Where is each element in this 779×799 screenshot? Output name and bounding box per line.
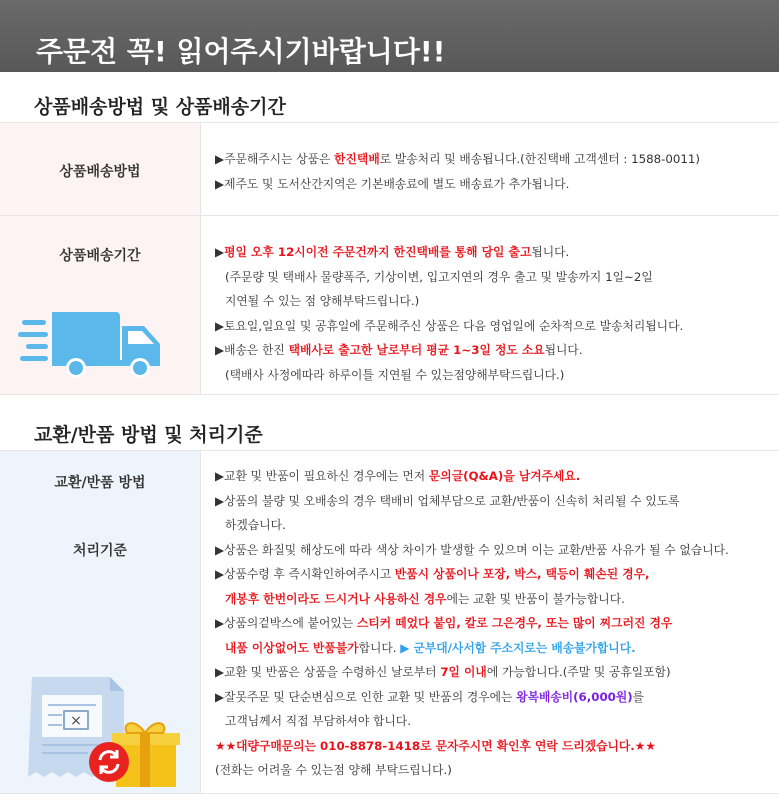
text-segment: ▶배송은 한진: [215, 343, 289, 357]
return-row: [0, 451, 779, 793]
refresh-icon: [88, 741, 130, 783]
text-line: [215, 758, 769, 783]
text-line: [215, 513, 769, 538]
text-segment: 고객님께서 직접 부담하셔야 합니다.: [225, 714, 411, 728]
return-criteria-label: 처리기준: [72, 543, 128, 559]
text-line: [215, 611, 769, 636]
text-line: [215, 587, 769, 612]
highlight-text: ▶ 군부대/사서함 주소지로는 배송불가합니다.: [400, 640, 636, 655]
highlight-text: ★★대량구매문의는 010-8878-1418로 문자주시면 확인후 연락 드리겠습니다.★★: [215, 738, 656, 753]
text-segment: 에 가능합니다.(주말 및 공휴일포함): [486, 665, 671, 679]
text-line: [215, 636, 769, 661]
text-segment: ▶제주도 및 도서산간지역은 기본배송료에 별도 배송료가 추가됩니다.: [215, 176, 570, 191]
divider: [0, 793, 779, 794]
highlight-text: 개봉후 한번이라도 드시거나 사용하신 경우: [225, 591, 447, 606]
shipping-period-row: [0, 216, 779, 394]
text-line: [215, 240, 769, 265]
text-segment: ▶토요일,일요일 및 공휴일에 주문해주신 상품은 다음 영업일에 순차적으로 발송처리됩니다.: [215, 318, 684, 333]
shipping-period-content: [215, 240, 769, 387]
vertical-divider: [200, 123, 201, 394]
svg-text:×: ×: [70, 713, 82, 729]
divider: [0, 394, 779, 395]
delivery-truck-icon: [18, 304, 168, 382]
text-segment: 하겠습니다.: [225, 518, 286, 532]
text-segment: 로 발송처리 및 배송됩니다.(한진택배 고객센터 : 1588-0011): [379, 152, 700, 166]
text-segment: 를: [632, 689, 645, 704]
shipping-method-row: [0, 123, 779, 215]
shipping-method-label: 상품배송방법: [59, 164, 141, 180]
text-line: [215, 464, 769, 489]
text-segment: ▶교환 및 반품은 상품을 수령하신 날로부터: [215, 665, 441, 679]
text-segment: 됩니다.: [544, 343, 583, 357]
text-line: [215, 172, 769, 197]
highlight-text: 7일 이내: [440, 665, 487, 679]
text-line: [215, 685, 769, 710]
text-segment: ▶: [215, 245, 225, 259]
highlight-text: 내품 이상없어도 반품불가: [225, 640, 359, 655]
text-line: [215, 734, 769, 759]
text-segment: 합니다.: [358, 640, 401, 655]
banner-title: 주문전 꼭! 읽어주시기바랍니다!!: [36, 35, 446, 68]
shipping-section-title: 상품배송방법 및 상품배송기간: [34, 96, 286, 118]
text-line: [215, 265, 769, 290]
highlight-text: 평일 오후 12시이전 주문건까지 한진택배를 통해 당일 출고: [224, 245, 532, 259]
text-segment: (전화는 어려울 수 있는점 양해 부탁드립니다.): [215, 763, 452, 777]
text-segment: ▶상품은 화질및 해상도에 따라 색상 차이가 발생할 수 있으며 이는 교환/반품 사유가 될 수 없습니다.: [215, 542, 729, 557]
return-method-label: 교환/반품 방법: [54, 475, 146, 491]
text-segment: ▶주문해주시는 상품은: [215, 152, 335, 166]
text-line: [215, 363, 769, 388]
text-line: [215, 338, 769, 363]
text-line: [215, 289, 769, 314]
highlight-text: 왕복배송비(6,000원): [516, 689, 633, 704]
text-line: [215, 489, 769, 514]
text-segment: ▶상품수령 후 즉시확인하여주시고: [215, 567, 395, 581]
highlight-text: 택배사로 출고한 날로부터 평균 1~3일 정도 소요: [288, 343, 545, 357]
text-segment: (주문량 및 택배사 물량폭주, 기상이변, 입고지연의 경우 출고 및 발송까지 1일~2일: [225, 269, 653, 284]
text-segment: 됩니다.: [531, 245, 570, 259]
text-line: [215, 660, 769, 685]
highlight-text: 스티커 떼었다 붙임, 칼로 그은경우, 또는 많이 찌그러진 경우: [356, 616, 673, 630]
text-line: [215, 147, 769, 172]
return-content: [215, 464, 769, 783]
text-segment: ▶상품의 불량 및 오배송의 경우 택배비 업체부담으로 교환/반품이 신속히 처리될 수 있도록: [215, 493, 680, 508]
text-segment: 지연될 수 있는 점 양해부탁드립니다.): [225, 294, 420, 308]
text-segment: ▶상품의겉박스에 붙어있는: [215, 616, 357, 630]
header-banner: [0, 0, 779, 72]
highlight-text: 한진택배: [334, 152, 380, 166]
text-line: [215, 562, 769, 587]
highlight-text: 문의글(Q&A)을 남겨주세요.: [428, 469, 581, 483]
text-line: [215, 314, 769, 339]
shipping-method-content: [215, 147, 769, 196]
text-line: [215, 709, 769, 734]
text-segment: ▶교환 및 반품이 필요하신 경우에는 먼저: [215, 469, 429, 483]
vertical-divider: [200, 451, 201, 793]
text-segment: ▶잘못주문 및 단순변심으로 인한 교환 및 반품의 경우에는: [215, 689, 517, 704]
shipping-period-label: 상품배송기간: [59, 248, 141, 264]
highlight-text: 반품시 상품이나 포장, 박스, 택등이 훼손된 경우,: [394, 567, 650, 581]
text-segment: 에는 교환 및 반품이 불가능합니다.: [446, 591, 625, 606]
return-section-title: 교환/반품 방법 및 처리기준: [34, 424, 263, 446]
text-line: [215, 538, 769, 563]
text-segment: (택배사 사정에따라 하루이틀 지연될 수 있는점양해부탁드립니다.): [225, 367, 565, 382]
